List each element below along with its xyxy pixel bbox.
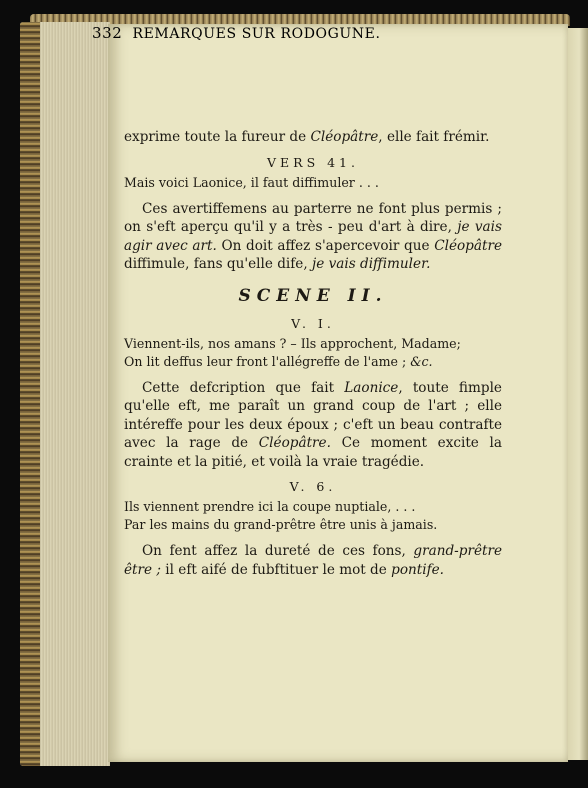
verse-41-heading: VERS 41. bbox=[267, 154, 359, 170]
facing-page-edge bbox=[566, 28, 588, 760]
verse-1-heading: V. I. bbox=[291, 315, 335, 331]
verse-6-line-1: Ils viennent prendre ici la coupe nuptiale, . . . bbox=[124, 499, 416, 514]
verse-41-quote: Mais voici Laonice, il faut diffimuler . . . bbox=[124, 174, 379, 190]
paragraph-durete: On fent affez la dureté de ces fons, grand-prêtre être ; il eft aifé de fubftituer le mot de pontife. bbox=[124, 543, 502, 578]
verse-1-line-1: Viennent-ils, nos amans ? – Ils approchent, Madame; bbox=[124, 335, 461, 351]
running-head bbox=[92, 24, 381, 42]
running-head-title: REMARQUES SUR RODOGUNE. bbox=[132, 26, 381, 42]
paragraph-continuation: exprime toute la fureur de Cléopâtre, elle fait frémir. bbox=[124, 129, 490, 145]
verse-1-line-2: On lit deffus leur front l'allégreffe de l'ame ; &c. bbox=[124, 353, 433, 369]
verse-6-line-2: Par les mains du grand-prêtre être unis à jamais. bbox=[124, 517, 438, 532]
paragraph-description: Cette defcription que fait Laonice, toute fimple qu'elle eft, me paraît un grand coup de l'art ; elle intéreffe pour les deux époux ; c'eft un beau contrafte avec la rage de Cléopâtre. Ce moment excite la crainte et la pitié, et voilà la vraie tragédie. bbox=[124, 379, 502, 470]
book-spine-binding bbox=[20, 22, 40, 766]
verse-6-heading: V. 6. bbox=[289, 479, 337, 494]
page-number: 332 bbox=[92, 24, 123, 42]
scene-heading: SCENE II. bbox=[238, 285, 388, 306]
paragraph-avertissemens: Ces avertiffemens au parterre ne font plus permis ; on s'eft aperçu qu'il y a très - peu d'art à dire, je vais agir avec art. On doit affez s'apercevoir que Cléopâtre diffimule, fans qu'elle dife, je vais diffimuler. bbox=[124, 200, 502, 272]
page-text bbox=[124, 128, 502, 579]
